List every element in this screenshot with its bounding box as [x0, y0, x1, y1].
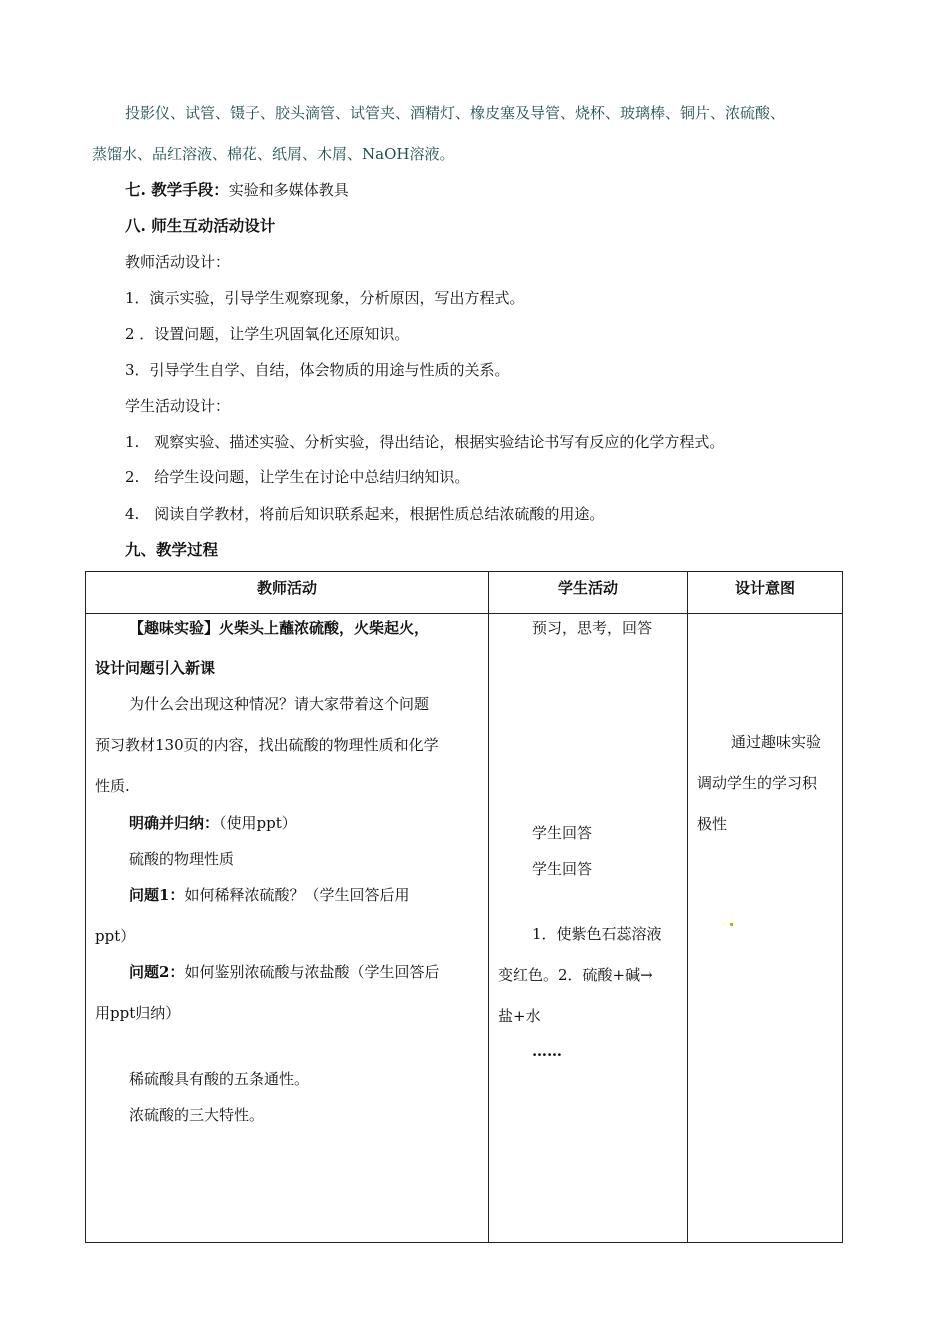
acid-property-line: 盐+水	[498, 1007, 541, 1025]
experiment-title-cont: 设计问题引入新课	[95, 659, 216, 677]
table-header-row	[86, 572, 843, 614]
student-answer: 学生回答	[532, 860, 593, 878]
header-student-activity: 学生活动	[489, 572, 688, 614]
header-design-intent: 设计意图	[688, 572, 843, 614]
question-1-text: 如何稀释浓硫酸？（学生回答后用	[184, 886, 410, 904]
intent-line: 通过趣味实验	[731, 733, 822, 751]
experiment-title: 【趣味实验】火柴头上蘸浓硫酸，火柴起火，	[129, 619, 430, 637]
student-design-item: 4. 阅读自学教材，将前后知识联系起来，根据性质总结浓硫酸的用途。	[125, 505, 605, 523]
question-paragraph: 为什么会出现这种情况？请大家带着这个问题	[129, 695, 430, 713]
intent-line: 极性	[697, 815, 728, 833]
teacher-design-heading: 教师活动设计：	[125, 253, 231, 271]
student-design-heading: 学生活动设计：	[125, 397, 231, 415]
clarify-text: （使用ppt）	[219, 814, 297, 832]
teacher-design-item: 3．引导学生自学、自结，体会物质的用途与性质的关系。	[125, 361, 510, 379]
equipment-line-1: 投影仪、试管、镊子、胶头滴管、试管夹、酒精灯、橡皮塞及导管、烧杯、玻璃棒、铜片、浓硫酸、	[125, 104, 786, 122]
question-1-label: 问题1：	[129, 886, 185, 904]
acid-property-line: 变红色。2．硫酸+碱→	[498, 966, 653, 984]
student-activity-cell	[489, 614, 688, 1243]
student-preview: 预习，思考，回答	[532, 619, 653, 637]
physical-properties: 硫酸的物理性质	[129, 850, 235, 868]
question-2	[129, 962, 439, 982]
student-answer: 学生回答	[532, 824, 593, 842]
section-7-text: 实验和多媒体教具	[228, 181, 349, 199]
equipment-line-2: 蒸馏水、品红溶液、棉花、纸屑、木屑、NaOH溶液。	[92, 145, 455, 163]
concentrated-acid-properties: 浓硫酸的三大特性。	[129, 1106, 265, 1124]
acid-property-line: 1．使紫色石蕊溶液	[532, 925, 662, 943]
question-paragraph-end: 性质.	[95, 777, 130, 795]
clarify-line	[129, 813, 297, 833]
table-row	[86, 614, 843, 1243]
section-7	[125, 180, 349, 200]
teacher-activity-cell	[86, 614, 489, 1243]
section-7-label: 七. 教学手段：	[125, 180, 229, 199]
question-2-cont: 用ppt归纳）	[95, 1004, 181, 1022]
question-2-label: 问题2：	[129, 963, 185, 981]
question-1	[129, 885, 409, 905]
teacher-design-item: 1．演示实验，引导学生观察现象，分析原因，写出方程式。	[125, 289, 525, 307]
header-teacher-activity: 教师活动	[86, 572, 489, 614]
question-1-cont: ppt）	[95, 927, 136, 945]
student-design-item: 2. 给学生设问题，让学生在讨论中总结归纳知识。	[125, 468, 470, 486]
lesson-process-table	[85, 571, 843, 1243]
clarify-label: 明确并归纳：	[129, 814, 220, 832]
intent-line: 调动学生的学习积	[697, 774, 818, 792]
ellipsis: ……	[532, 1042, 562, 1060]
teacher-design-item: 2 ．设置问题，让学生巩固氧化还原知识。	[125, 325, 410, 343]
question-2-text: 如何鉴别浓硫酸与浓盐酸（学生回答后	[184, 963, 440, 981]
design-intent-cell	[688, 614, 843, 1243]
speck-mark	[730, 923, 733, 926]
question-paragraph-cont: 预习教材130页的内容，找出硫酸的物理性质和化学	[95, 736, 439, 754]
section-9-heading: 九、教学过程	[125, 540, 219, 559]
dilute-acid-properties: 稀硫酸具有酸的五条通性。	[129, 1070, 310, 1088]
section-8-heading: 八. 师生互动活动设计	[125, 216, 276, 235]
student-design-item: 1. 观察实验、描述实验、分析实验，得出结论，根据实验结论书写有反应的化学方程式。	[125, 433, 725, 451]
